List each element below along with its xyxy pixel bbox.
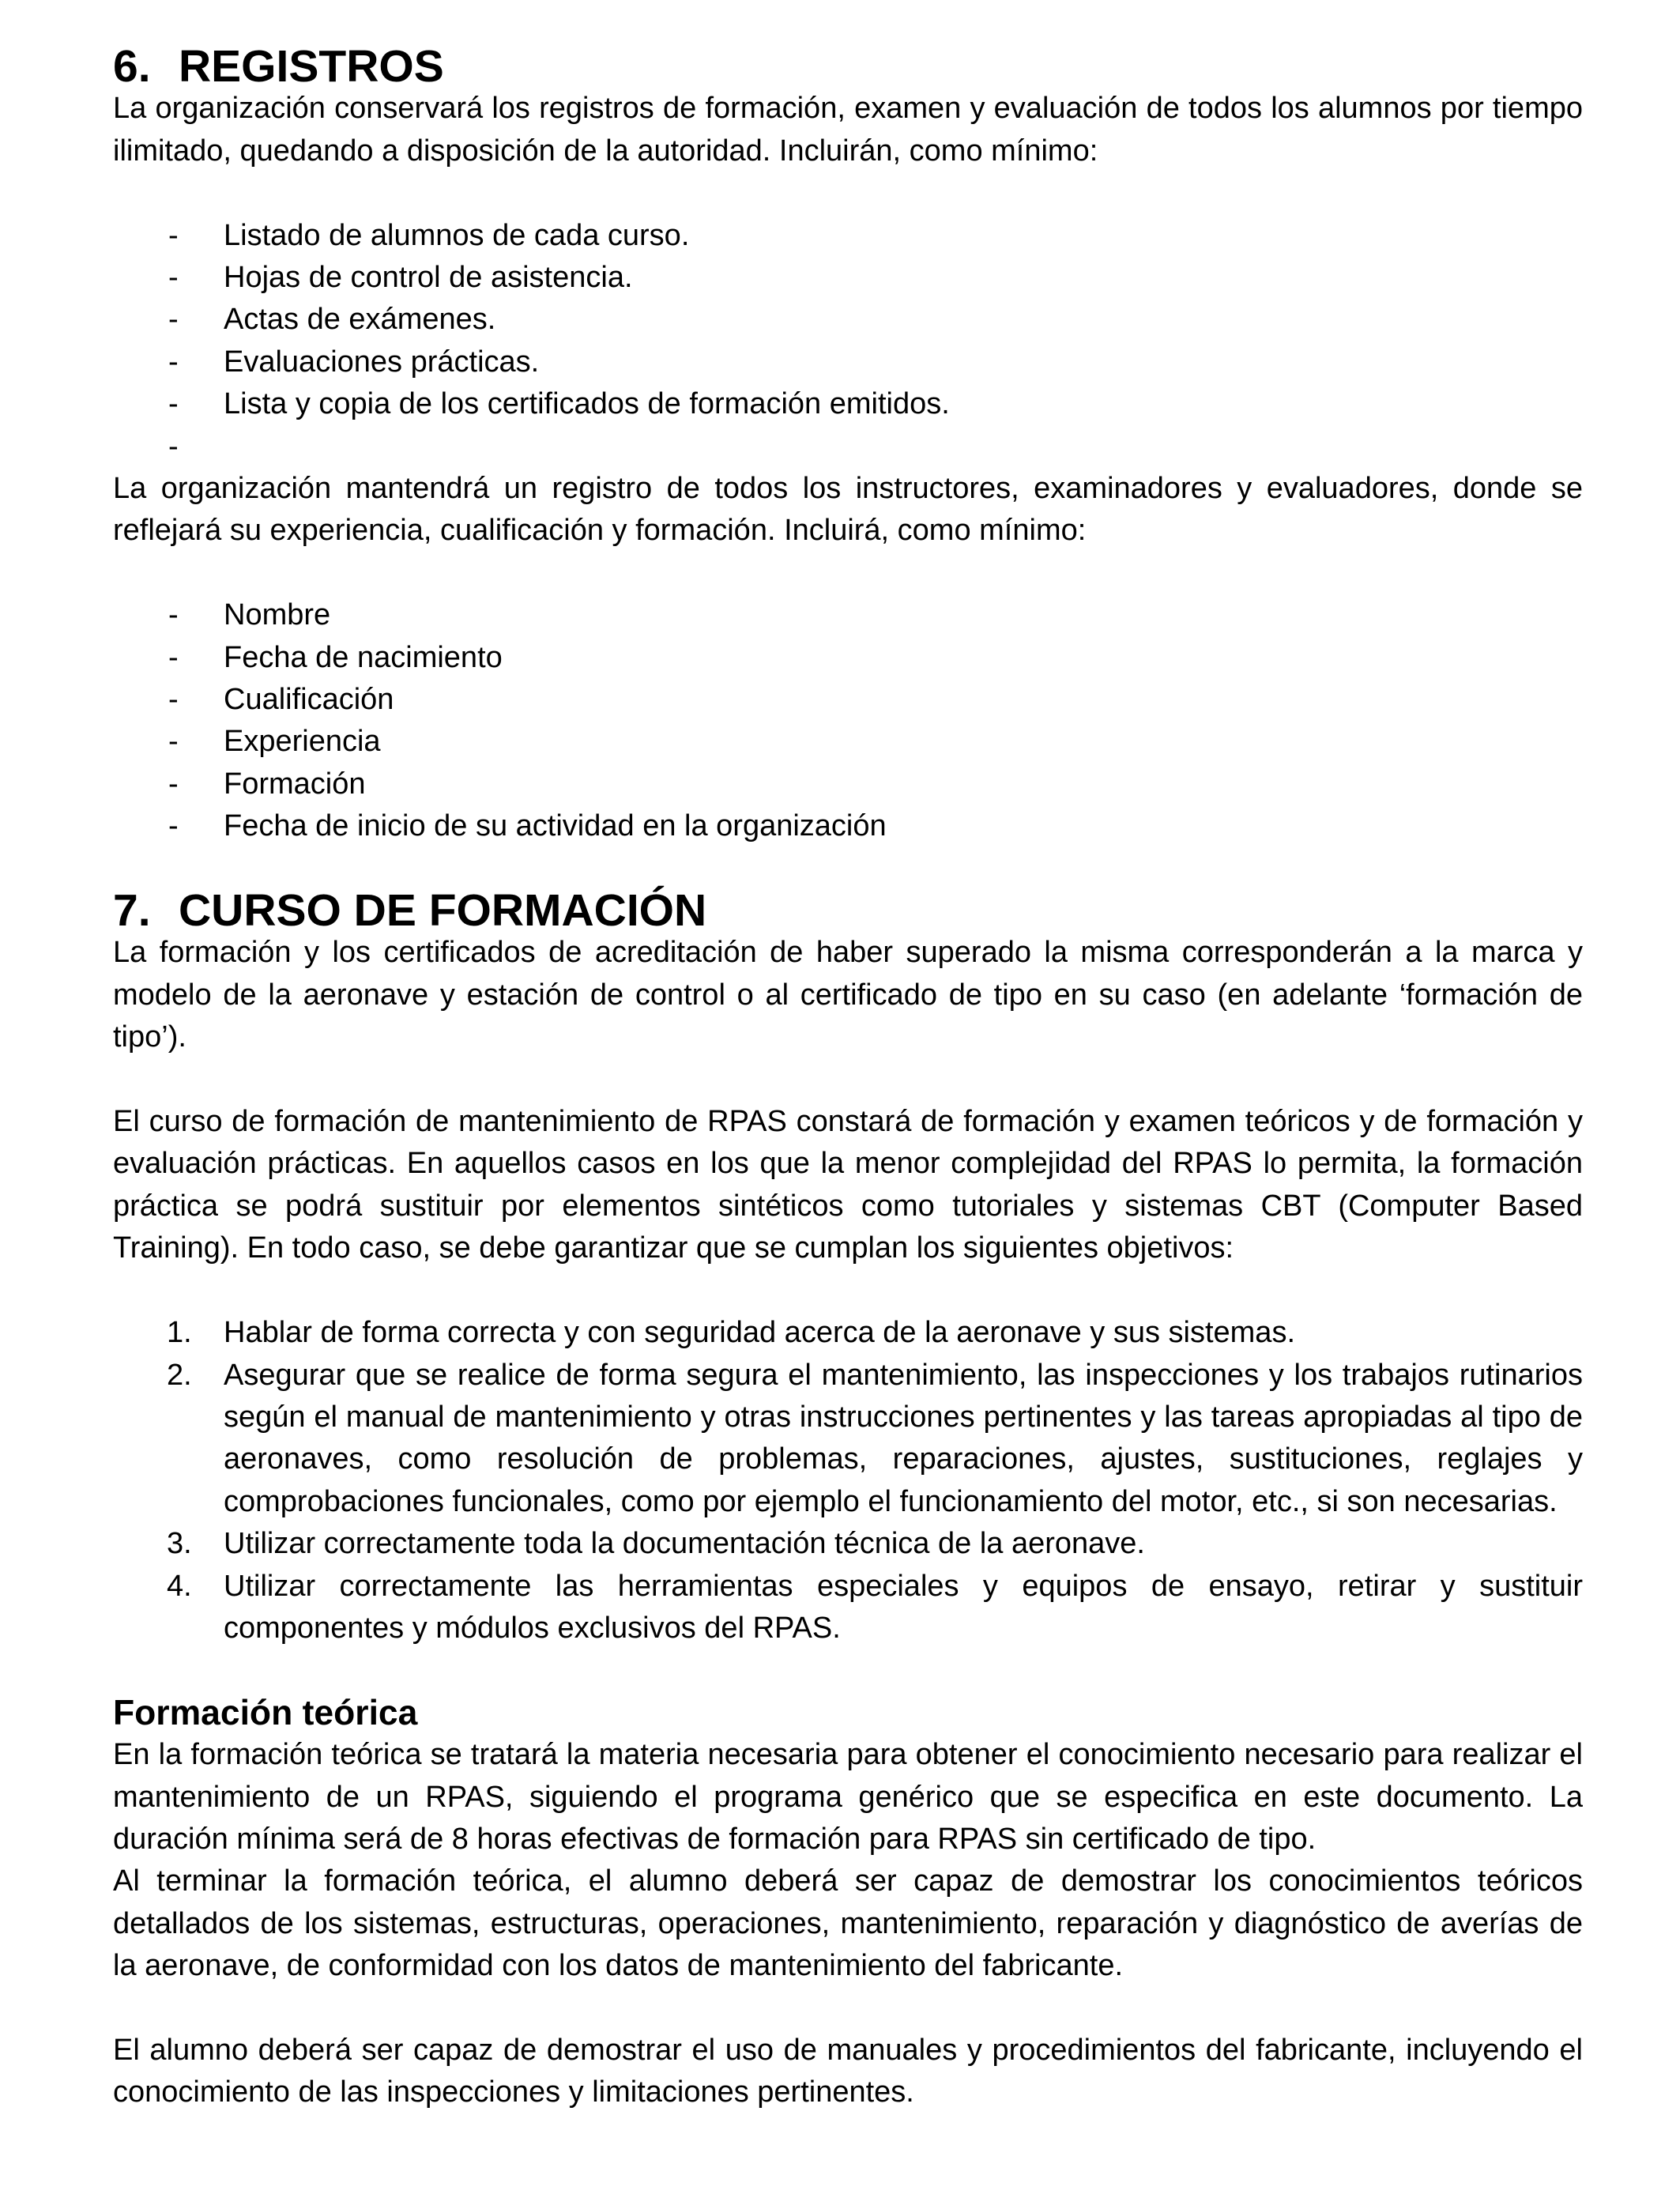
list-item <box>113 1566 1583 1650</box>
spacer <box>113 552 1583 594</box>
section-7-number: 7. <box>113 885 151 937</box>
theory-para-3: El alumno deberá ser capaz de demostrar el uso de manuales y procedimientos del fabricante, incluyendo el conocimiento de las inspecciones y limitaciones pertinentes. <box>113 2033 1583 2109</box>
dash-bullet: - <box>168 809 179 843</box>
spacer <box>113 172 1583 214</box>
spacer <box>113 1988 1583 2030</box>
list-item-text: Utilizar correctamente las herramientas especiales y equipos de ensayo, retirar y sustituir componentes y módulos exclusivos del RPAS. <box>224 1569 1583 1645</box>
list-item <box>113 299 1583 341</box>
list-item-text: Hablar de forma correcta y con seguridad acerca de la aeronave y sus sistemas. <box>224 1316 1295 1350</box>
dash-bullet: - <box>168 303 179 337</box>
dash-bullet: - <box>168 683 179 717</box>
section-6-number: 6. <box>113 41 151 92</box>
spacer <box>113 1649 1583 1691</box>
instructors-intro: La organización mantendrá un registro de todos los instructores, examinadores y evaluadores, donde se reflejará su experiencia, cualificación y formación. Incluirá, como mínimo: <box>113 472 1583 548</box>
list-item <box>113 1312 1583 1354</box>
spacer <box>113 848 1583 890</box>
objectives-list <box>113 1312 1583 1649</box>
list-item-text: Actas de exámenes. <box>224 303 496 337</box>
section-7-title: CURSO DE FORMACIÓN <box>179 885 707 937</box>
list-item-text: Nombre <box>224 598 331 632</box>
theory-heading: Formación teórica <box>113 1693 418 1732</box>
dash-bullet: - <box>168 261 179 295</box>
list-item <box>113 215 1583 257</box>
list-item-text: Lista y copia de los certificados de formación emitidos. <box>224 387 950 421</box>
section-6-intro: La organización conservará los registros de formación, examen y evaluación de todos los alumnos por tiempo ilimitado, quedando a disposición de la autoridad. Incluirán, como mínimo: <box>113 92 1583 168</box>
list-number: 4. <box>167 1569 192 1603</box>
instructor-fields-list <box>113 594 1583 847</box>
list-item-text: Cualificación <box>224 683 394 717</box>
list-item-text: Asegurar que se realice de forma segura el mantenimiento, las inspecciones y los trabajos rutinarios según el manual de mantenimiento y otras instrucciones pertinentes y las tareas apropiadas al tipo de aeronaves, como resolución de problemas, reparaciones, ajustes, sustituciones, reglajes y comprobaciones funcionales, como por ejemplo el funcionamiento del motor, etc., si son necesarias. <box>224 1358 1583 1518</box>
list-item <box>113 341 1583 383</box>
spacer <box>113 1059 1583 1101</box>
section-7-para-2: El curso de formación de mantenimiento de RPAS constará de formación y examen teóricos y de formación y evaluación prácticas. En aquellos casos en los que la menor complejidad del RPAS lo permita, la formación práctica se podrá sustituir por elementos sintéticos como tutoriales y sistemas CBT (Computer Based Training). En todo caso, se debe garantizar que se cumplan los siguientes objetivos: <box>113 1105 1583 1265</box>
list-item <box>113 1523 1583 1565</box>
list-item-text: Listado de alumnos de cada curso. <box>224 218 690 252</box>
dash-bullet: - <box>168 429 179 463</box>
dash-bullet: - <box>168 640 179 674</box>
dash-bullet: - <box>168 725 179 759</box>
dash-bullet: - <box>168 387 179 421</box>
list-number: 2. <box>167 1358 192 1392</box>
list-number: 3. <box>167 1527 192 1561</box>
section-6-heading <box>113 41 1583 92</box>
list-item <box>113 1355 1583 1524</box>
list-item-text: Fecha de nacimiento <box>224 640 503 674</box>
list-item <box>113 594 1583 636</box>
list-item <box>113 721 1583 763</box>
list-item <box>113 805 1583 847</box>
list-item <box>113 426 1583 468</box>
list-item-text: Formación <box>224 767 366 801</box>
dash-bullet: - <box>168 345 179 379</box>
list-item-text: Evaluaciones prácticas. <box>224 345 540 379</box>
dash-bullet: - <box>168 598 179 632</box>
dash-bullet: - <box>168 767 179 801</box>
list-item-text: Hojas de control de asistencia. <box>224 261 633 295</box>
spacer <box>113 1270 1583 1312</box>
list-item-text: Experiencia <box>224 725 381 759</box>
section-6-title: REGISTROS <box>179 41 444 92</box>
list-item <box>113 383 1583 425</box>
theory-para-2: Al terminar la formación teórica, el alumno deberá ser capaz de demostrar los conocimientos teóricos detallados de los sistemas, estructuras, operaciones, mantenimiento, reparación y diagnóstico de averías de la aeronave, de conformidad con los datos de mantenimiento del fabricante. <box>113 1864 1583 1983</box>
list-item <box>113 679 1583 721</box>
theory-para-1: En la formación teórica se tratará la materia necesaria para obtener el conocimiento necesario para realizar el mantenimiento de un RPAS, siguiendo el programa genérico que se especifica en este documento. La duración mínima será de 8 horas efectivas de formación para RPAS sin certificado de tipo. <box>113 1738 1583 1856</box>
section-7-para-1: La formación y los certificados de acreditación de haber superado la misma corresponderán a la marca y modelo de la aeronave y estación de control o al certificado de tipo en su caso (en adelante ‘formación de tipo’). <box>113 936 1583 1054</box>
records-list <box>113 215 1583 468</box>
dash-bullet: - <box>168 218 179 252</box>
list-item-text: Fecha de inicio de su actividad en la organización <box>224 809 887 843</box>
list-item <box>113 257 1583 299</box>
list-item <box>113 763 1583 805</box>
document-page <box>113 41 1583 2114</box>
list-item-text: Utilizar correctamente toda la documentación técnica de la aeronave. <box>224 1527 1145 1561</box>
section-7-heading <box>113 885 1583 937</box>
list-number: 1. <box>167 1316 192 1350</box>
list-item <box>113 637 1583 679</box>
